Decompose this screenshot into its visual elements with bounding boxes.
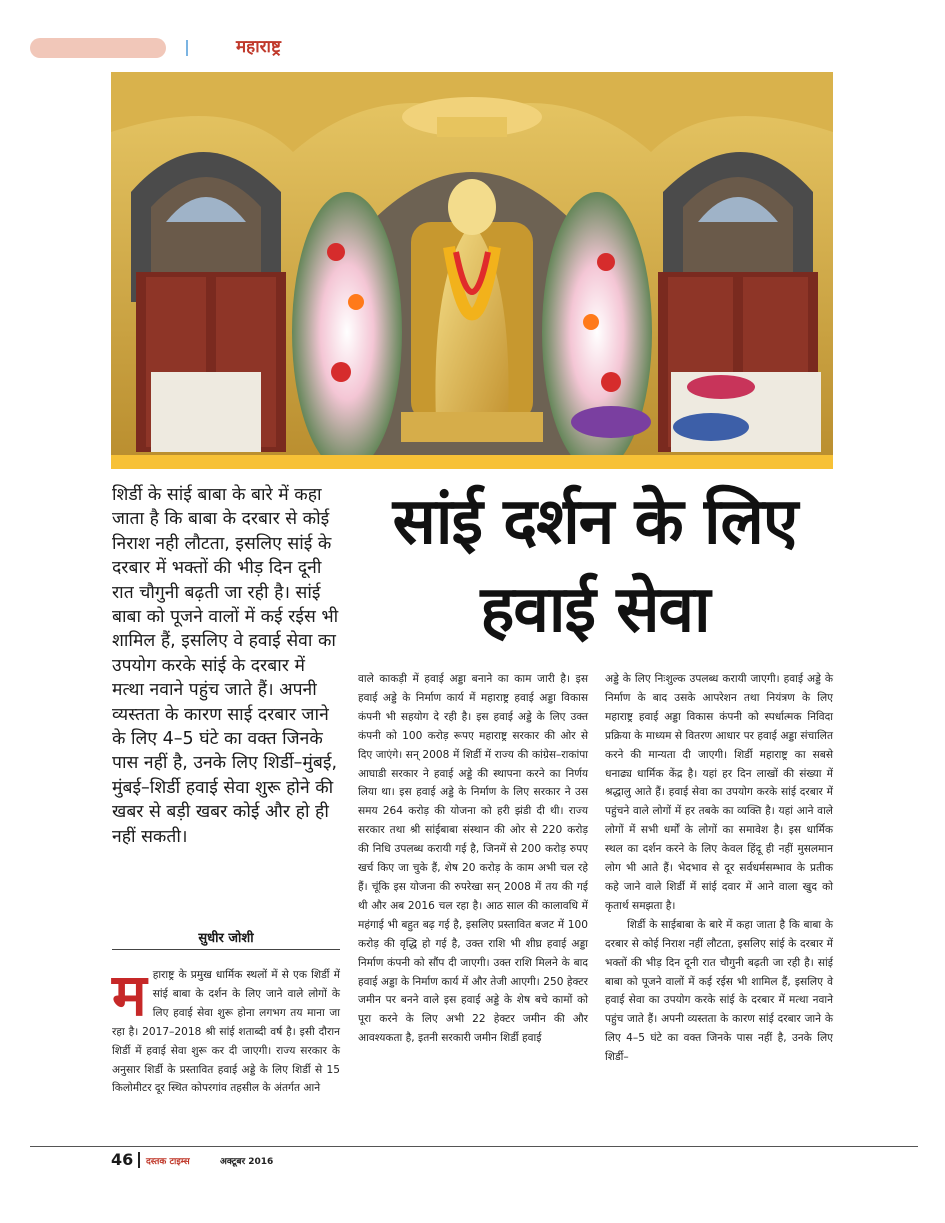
drop-cap: म	[112, 961, 147, 1029]
author-byline: सुधीर जोशी	[198, 931, 254, 946]
issue-date: अक्टूबर 2016	[220, 1157, 274, 1167]
column-3-text-part-2: शिर्डी के साईबाबा के बारे में कहा जाता है कि बाबा के दरबार से कोई निराश नहीं लौटता, इसलिए सांई के दरबार में भक्तों की भीड़ दिन दूनी रात चौगुनी बढ़ती जा रही है। सांई बाबा को पूजने वालों में कई रईस भी शामिल हैं, इसलिए वे हवाई सेवा का उपयोग करके सांई के दरबार में मत्था नवाने पहुंच जाते हैं। अपनी व्यस्तता के कारण सांई दरबार जाने के लिए 4–5 घंटे का वक्त जिनके पास नहीं है, उनके लिए शिर्डी–	[605, 918, 833, 1064]
column-3-text-part-1: अड्डे के लिए निःशुल्क उपलब्ध करायी जाएगी। हवाई अड्डे के निर्माण के बाद उसके आपरेशन तथा नियंत्रण के लिए महाराष्ट्र हवाई अड्डा विकास कंपनी को स्पर्धात्मक निविदा प्रक्रिया के माध्यम से वितरण आधार पर हवाई अड्डा संचालित करने की मान्यता दी जाएगी। शिर्डी महाराष्ट्र का सबसे धनाढ्य धार्मिक केंद्र है। यहां हर दिन लाखों की संख्या में श्रद्धालु आते हैं। हवाई सेवा का उपयोग करके सांई दरबार में पहुंचने वाले लोगों में हर तबके का व्यक्ति है। यहां आने वाले लोगों में सभी धर्मों के लोगों का समावेश है। इस धार्मिक स्थल का दर्शन करने के लिए केवल हिंदू ही नहीं मुसलमान लोग भी आते हैं। भेदभाव से दूर सर्वधर्मसम्भाव के प्रतीक कहे जाने वाले शिर्डी में सांई दवार में आने वाला खुद को कृतार्थ समझता है।	[605, 673, 833, 912]
column-1-text: हाराष्ट्र के प्रमुख धार्मिक स्थलों में से एक शिर्डी में सांई बाबा के दर्शन के लिए जाने वाले लोगों के लिए हवाई सेवा शुरू होना लगभग तय माना जा रहा है। 2017–2018 श्री सांई शताब्दी वर्ष है। इसी दौरान शिर्डी में हवाई सेवा शुरू कर दी जाएगी। राज्य सरकार के अनुसार शिर्डी के प्रस्तावित हवाई अड्डे के लिए शिर्डी से 15 किलोमीटर दूर स्थित कोपरगांव तहसील के अंतर्गत आने	[112, 969, 340, 1095]
article-column-2: वाले काकड़ी में हवाई अड्डा बनाने का काम जारी है। इस हवाई अड्डे के निर्माण कार्य में महाराष्ट्र हवाई अड्डा विकास कंपनी भी सहयोग दे रही है। इस हवाई अड्डे के लिए उक्त कंपनी को 100 करोड़ रूपए महाराष्ट्र सरकार की ओर से दिए जाएंगे। सन् 2008 में शिर्डी में राज्य की कांग्रेस–राकांपा आघाडी सरकार ने हवाई अड्डे की स्थापना करने का निर्णय लिया था। इस हवाई अड्डे के निर्माण के लिए सरकार ने उस समय 264 करोड़ की योजना को हरी झंडी दी थी। राज्य सरकार तथा श्री सांईबाबा संस्थान की ओर से 220 करोड़ की निधि उपलब्ध करायी गई है, जिनमें से 200 करोड़ रुपए खर्च किए जा चुके हैं, शेष 20 करोड़ के काम अभी चल रहे हैं। चूंकि इस योजना की रुपरेखा सन् 2008 में तय की गई थी और अब 2016 चल रहा है। आठ साल की कालावधि में महंगाई भी बहुत बढ़ गई है, इसलिए प्रस्तावित बजट में 100 करोड़ की वृद्धि हो गई है, उक्त राशि भी शीघ्र हवाई अड्डा निर्माण कंपनी को सौंप दी जाएगी। उक्त राशि मिलने के बाद हवाई अड्डा के निर्माण कार्य में और तेजी आएगी। 250 हेक्टर जमीन पर बनने वाले इस हवाई अड्डे के शेष बचे कामों को पूरा करने के लिए अभी 22 हेक्टर जमीन की और आवश्यकता है, इतनी सरकारी जमीन शिर्डी हवाई	[358, 673, 588, 1045]
header-pill-decoration	[30, 38, 166, 58]
article-column-3	[605, 670, 833, 1067]
shirdi-sai-baba-idol-photo	[111, 72, 833, 469]
header-separator	[186, 40, 188, 56]
publication-name: दस्तक टाइम्स	[146, 1157, 190, 1167]
lead-paragraph: शिर्डी के सांई बाबा के बारे में कहा जाता है कि बाबा के दरबार से कोई निराश नही लौटता, इसलिए सांई के दरबार में भक्तों की भीड़ दिन दूनी रात चौगुनी बढ़ती जा रही है। सांई बाबा को पूजने वालों में कई रईस भी शामिल हैं, इसलिए वे हवाई सेवा का उपयोग करके सांई के दरबार में मत्था नवाने पहुंच जाते हैं। अपनी व्यस्तता के कारण साई दरबार जाने के लिए 4–5 घंटे का वक्त जिनके पास नहीं है, उनके लिए शिर्डी–मुंबई, मुंबई–शिर्डी हवाई सेवा शुरू होने की खबर से बड़ी खबर कोई और हो ही नहीं सकती।	[112, 485, 339, 847]
headline-line-2: हवाई सेवा	[480, 573, 710, 647]
page-number: 46	[111, 1150, 134, 1169]
article-headline	[350, 478, 840, 654]
article-column-1	[112, 961, 340, 1098]
footer-separator	[138, 1152, 140, 1168]
byline-divider	[112, 949, 340, 950]
headline-line-1: सांई दर्शन के लिए	[392, 485, 798, 559]
section-label: महाराष्ट्र	[236, 37, 281, 57]
footer-divider	[30, 1146, 918, 1147]
